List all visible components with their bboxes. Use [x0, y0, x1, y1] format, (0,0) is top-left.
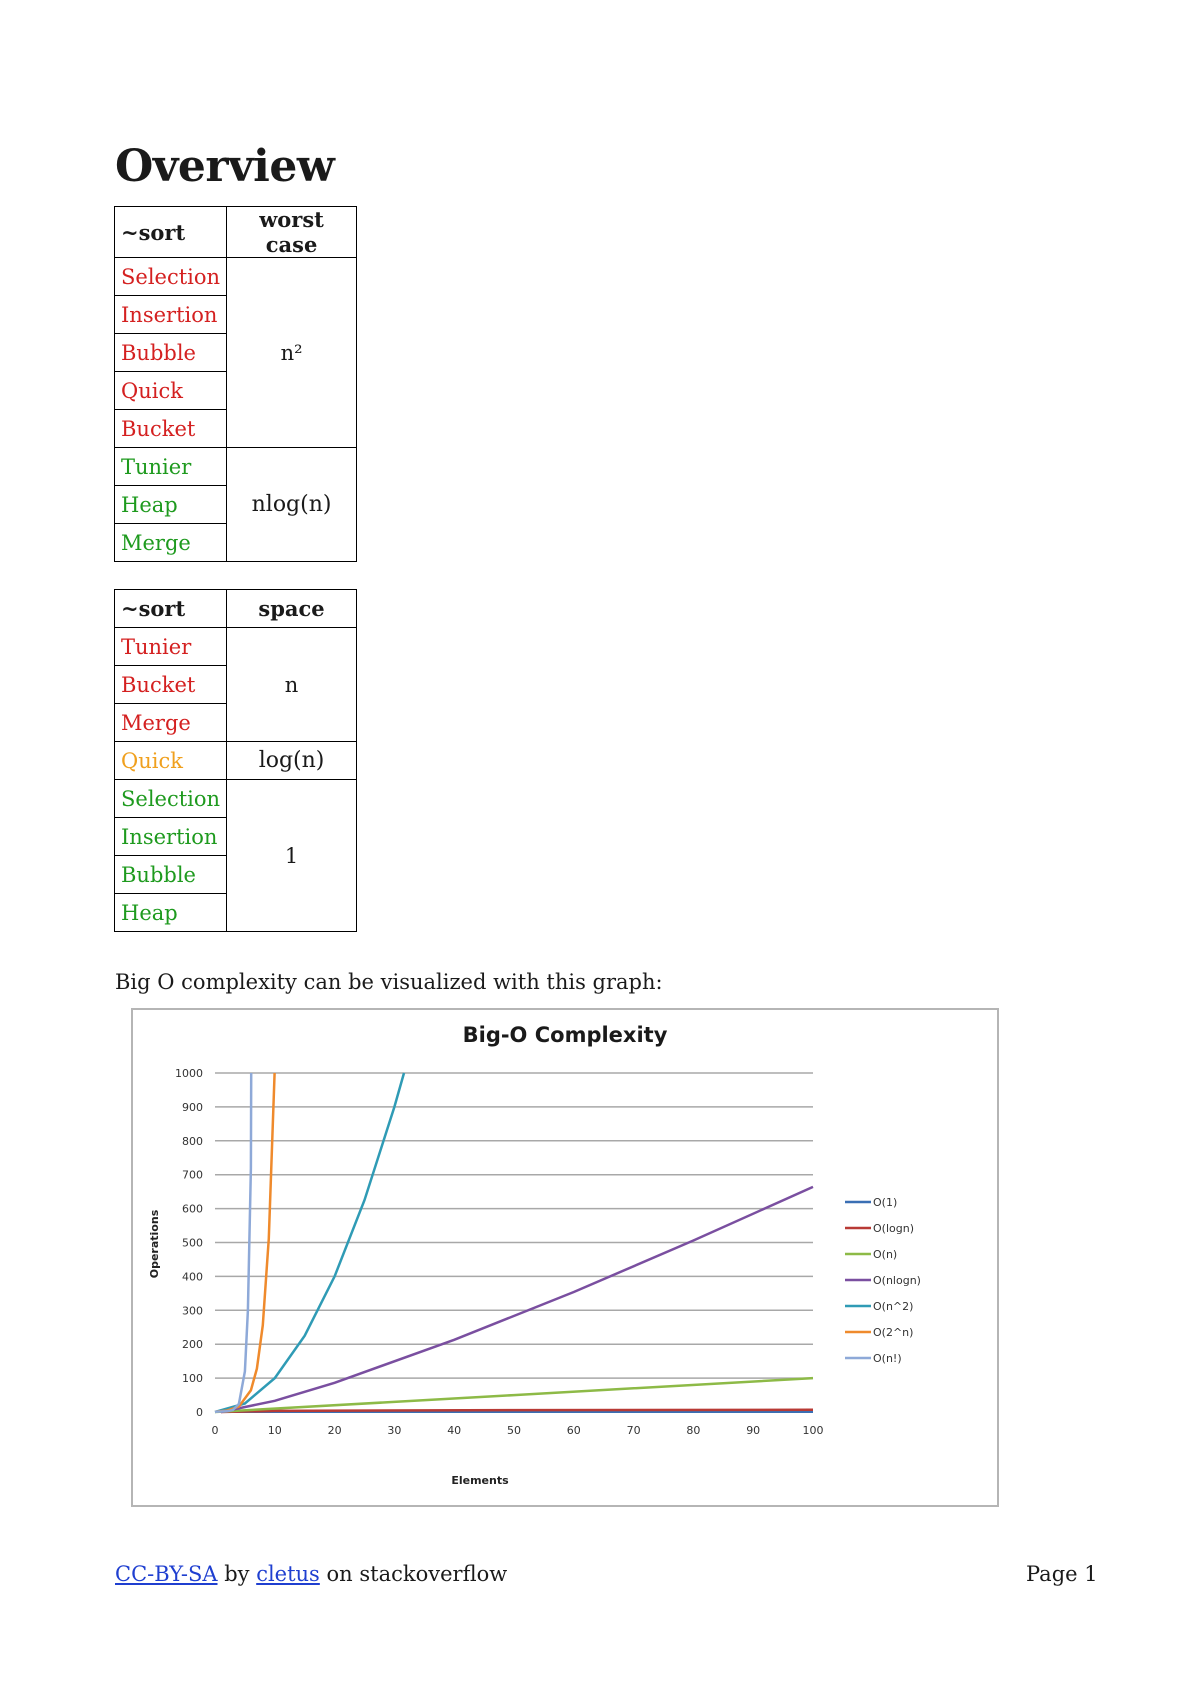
y-tick-label: 1000: [175, 1067, 203, 1080]
complexity-nlogn: [227, 448, 357, 562]
space-constant: 1: [227, 780, 357, 932]
column-header-sort: ~sort: [115, 590, 227, 628]
x-tick-label: 20: [327, 1424, 342, 1437]
y-tick-label: 700: [182, 1168, 203, 1182]
x-tick-label: 90: [746, 1424, 761, 1437]
legend-entry: O(logn): [873, 1222, 914, 1235]
table-row: [115, 258, 357, 296]
x-tick-label: 100: [802, 1424, 824, 1437]
legend-entry: O(n): [873, 1248, 898, 1261]
chart-title: Big-O Complexity: [462, 1023, 668, 1047]
y-tick-label: 300: [182, 1304, 203, 1318]
table-row: [115, 780, 357, 818]
page-number: Page 1: [1026, 1562, 1098, 1586]
table-row: [115, 448, 357, 486]
x-tick-label: 50: [507, 1424, 521, 1437]
x-tick-label: 60: [566, 1424, 581, 1437]
x-tick-label: 30: [387, 1424, 402, 1437]
sort-name: Bubble: [115, 334, 227, 372]
column-header-worst-case: worst case: [227, 207, 357, 258]
sort-name: Bucket: [115, 666, 227, 704]
x-tick-label: 80: [686, 1424, 701, 1437]
y-tick-label: 500: [182, 1236, 203, 1250]
table-row: [115, 742, 357, 780]
y-tick-label: 400: [182, 1270, 203, 1284]
space-table: [114, 589, 357, 932]
column-header-sort: ~sort: [115, 207, 227, 258]
space-log-n: log(n): [227, 742, 357, 780]
big-o-chart: [131, 1008, 999, 1507]
math-formula: nlog(n): [251, 492, 332, 517]
y-tick-label: 600: [182, 1202, 203, 1216]
sort-name: Tunier: [115, 628, 227, 666]
series-line-O(n): [215, 1378, 813, 1412]
sort-name: Heap: [115, 486, 227, 524]
legend-entry: O(nlogn): [873, 1274, 921, 1287]
table-header-row: [115, 590, 357, 628]
sort-name: Bucket: [115, 410, 227, 448]
y-tick-label: 900: [182, 1100, 203, 1114]
sort-name: Quick: [115, 372, 227, 410]
y-tick-label: 0: [196, 1406, 203, 1419]
y-tick-label: 100: [182, 1372, 203, 1386]
sort-name: Bubble: [115, 856, 227, 894]
space-n: n: [227, 628, 357, 742]
sort-name: Quick: [115, 742, 227, 780]
legend-entry: O(2^n): [873, 1326, 914, 1339]
footer-by: by: [224, 1562, 250, 1586]
x-tick-label: 40: [447, 1424, 462, 1437]
footer-attribution: [115, 1562, 507, 1586]
complexity-n-squared: n²: [227, 258, 357, 448]
legend-entry: O(n!): [873, 1352, 902, 1365]
sort-name: Selection: [115, 780, 227, 818]
footer-source: on stackoverflow: [326, 1562, 508, 1586]
sort-name: Merge: [115, 524, 227, 562]
x-axis-label: Elements: [451, 1474, 509, 1487]
column-header-space: space: [227, 590, 357, 628]
license-link[interactable]: CC-BY-SA: [115, 1562, 218, 1586]
table-header-row: [115, 207, 357, 258]
sort-name: Heap: [115, 894, 227, 932]
legend-entry: O(1): [873, 1196, 898, 1209]
chart-svg: [133, 1010, 997, 1505]
sort-name: Insertion: [115, 296, 227, 334]
y-axis-label: Operations: [148, 1209, 161, 1279]
page-title: Overview: [115, 141, 335, 192]
y-tick-label: 200: [182, 1338, 203, 1352]
worst-case-table: [114, 206, 357, 562]
chart-caption: Big O complexity can be visualized with this graph:: [115, 970, 663, 994]
sort-name: Insertion: [115, 818, 227, 856]
legend-entry: O(n^2): [873, 1300, 914, 1313]
table-row: [115, 628, 357, 666]
x-tick-label: 10: [267, 1424, 282, 1437]
x-tick-label: 70: [626, 1424, 641, 1437]
y-tick-label: 800: [182, 1134, 203, 1148]
sort-name: Merge: [115, 704, 227, 742]
author-link[interactable]: cletus: [256, 1562, 320, 1586]
sort-name: Tunier: [115, 448, 227, 486]
sort-name: Selection: [115, 258, 227, 296]
x-tick-label: 0: [211, 1424, 219, 1437]
